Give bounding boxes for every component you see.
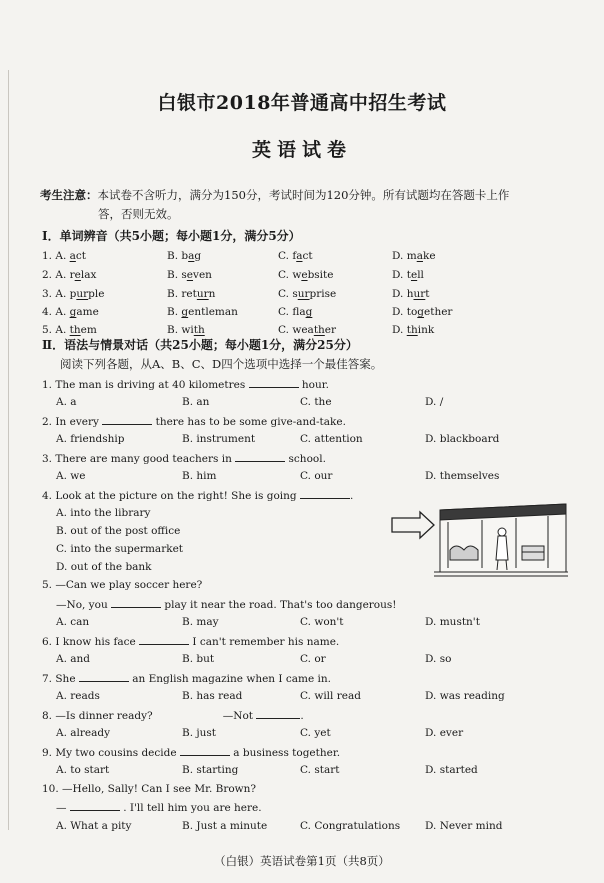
answer-option: A. into the library bbox=[56, 507, 151, 519]
option-letter: C. bbox=[278, 288, 293, 300]
word-suffix: ll bbox=[417, 269, 424, 281]
item-number: 2. bbox=[42, 269, 56, 281]
answer-options bbox=[56, 651, 576, 667]
answer-blank bbox=[79, 670, 129, 682]
answer-option: D. themselves bbox=[425, 470, 500, 482]
answer-option: C. Congratulations bbox=[300, 820, 401, 832]
stem-after: an English magazine when I came in. bbox=[132, 673, 331, 685]
word-option bbox=[278, 285, 336, 303]
underlined-letters: g bbox=[305, 306, 313, 318]
answer-blank bbox=[102, 413, 152, 425]
stem-before: —Is dinner ready? bbox=[55, 710, 153, 722]
underlined-letters: e bbox=[186, 269, 194, 281]
answer-option: C. start bbox=[300, 764, 340, 776]
word-suffix: t bbox=[425, 288, 430, 300]
option-letter: B. bbox=[167, 324, 182, 336]
section-2-instruction: 阅读下列各题，从A、B、C、D四个选项中选择一个最佳答案。 bbox=[60, 357, 383, 371]
question-number: 7. bbox=[42, 673, 56, 685]
underlined-letters: g bbox=[417, 306, 425, 318]
answer-option: D. so bbox=[425, 653, 452, 665]
word-option bbox=[42, 285, 104, 303]
stem-before: She bbox=[55, 673, 76, 685]
answer-option: A. friendship bbox=[56, 433, 125, 445]
answer-options bbox=[56, 468, 576, 484]
answer-option: B. instrument bbox=[182, 433, 256, 445]
question-number: 5. bbox=[42, 579, 56, 591]
word-prefix: f bbox=[292, 250, 297, 262]
option-letter: C. bbox=[278, 306, 293, 318]
underlined-letters: th bbox=[69, 324, 81, 336]
answer-option: B. him bbox=[182, 470, 217, 482]
word-prefix: b bbox=[181, 250, 189, 262]
word-option bbox=[167, 247, 201, 265]
question-stem bbox=[42, 707, 582, 724]
answer-options bbox=[56, 688, 576, 704]
underlined-letters: e bbox=[74, 269, 81, 281]
underlined-letters: th bbox=[193, 324, 205, 336]
question-stem bbox=[42, 376, 582, 393]
option-letter: D. bbox=[392, 324, 407, 336]
item-number: 3. bbox=[42, 288, 56, 300]
answer-option: B. an bbox=[182, 396, 210, 408]
answer-option: A. a bbox=[56, 396, 77, 408]
stem-after: I can't remember his name. bbox=[192, 636, 340, 648]
word-prefix: m bbox=[406, 250, 417, 262]
underlined-letters: ur bbox=[297, 288, 310, 300]
dialogue-line: —Can we play soccer here? bbox=[55, 579, 203, 591]
answer-options bbox=[56, 818, 576, 834]
pronunciation-row bbox=[42, 247, 572, 265]
underlined-letters: ur bbox=[196, 288, 209, 300]
word-suffix: prise bbox=[309, 288, 337, 300]
question-stem bbox=[42, 633, 582, 650]
word-prefix: wea bbox=[292, 324, 314, 336]
item-number: 1. bbox=[42, 250, 56, 262]
page-footer: （白银）英语试卷第1页（共8页） bbox=[214, 854, 390, 868]
question-number: 9. bbox=[42, 747, 56, 759]
pronunciation-row bbox=[42, 266, 572, 284]
word-option bbox=[42, 303, 99, 321]
word-option bbox=[42, 247, 86, 265]
option-letter: C. bbox=[278, 269, 293, 281]
word-option bbox=[42, 266, 96, 284]
word-prefix: fla bbox=[292, 306, 306, 318]
answer-option: D. out of the bank bbox=[56, 561, 152, 573]
option-letter: D. bbox=[392, 250, 407, 262]
question-stem bbox=[56, 799, 596, 816]
arrow-right-icon bbox=[392, 512, 434, 538]
word-suffix: er bbox=[324, 324, 337, 336]
word-option bbox=[278, 303, 312, 321]
answer-options bbox=[56, 614, 576, 630]
underlined-letters: a bbox=[416, 250, 423, 262]
word-suffix: g bbox=[194, 250, 202, 262]
answer-option: B. out of the post office bbox=[56, 525, 181, 537]
word-prefix: t bbox=[406, 269, 411, 281]
word-prefix: to bbox=[406, 306, 418, 318]
word-option bbox=[167, 303, 238, 321]
pronunciation-row bbox=[42, 303, 572, 321]
word-prefix: h bbox=[406, 288, 414, 300]
subject-title: 英语试卷 bbox=[251, 139, 352, 161]
word-option bbox=[392, 247, 436, 265]
stem-before: Look at the picture on the right! She is going bbox=[55, 490, 297, 502]
answer-blank bbox=[235, 450, 285, 462]
answer-option: A. to start bbox=[56, 764, 110, 776]
option-letter: B. bbox=[167, 269, 182, 281]
answer-option: D. ever bbox=[425, 727, 464, 739]
stem-before: In every bbox=[55, 416, 99, 428]
stem-before: — bbox=[56, 802, 67, 814]
answer-option: B. just bbox=[182, 727, 217, 739]
stem-after: hour. bbox=[301, 379, 329, 391]
word-suffix: lax bbox=[80, 269, 97, 281]
question-stem bbox=[42, 450, 582, 467]
option-letter: C. bbox=[278, 324, 293, 336]
word-prefix: ret bbox=[181, 288, 197, 300]
word-prefix: wi bbox=[181, 324, 194, 336]
answer-blank bbox=[256, 707, 300, 719]
word-suffix: ct bbox=[75, 250, 86, 262]
answer-option: B. may bbox=[182, 616, 219, 628]
stem-before: —No, you bbox=[56, 599, 108, 611]
option-letter: D. bbox=[392, 269, 407, 281]
option-letter: C. bbox=[278, 250, 293, 262]
word-prefix: s bbox=[181, 269, 187, 281]
option-letter: A. bbox=[55, 288, 70, 300]
option-letter: A. bbox=[55, 324, 70, 336]
option-letter: A. bbox=[55, 306, 70, 318]
underlined-letters: e bbox=[301, 269, 308, 281]
question-number: 6. bbox=[42, 636, 56, 648]
answer-blank bbox=[249, 376, 299, 388]
answer-option: B. starting bbox=[182, 764, 239, 776]
stem-before: My two cousins decide bbox=[55, 747, 177, 759]
word-suffix: n bbox=[208, 288, 216, 300]
underlined-letters: g bbox=[181, 306, 189, 318]
option-letter: D. bbox=[392, 288, 407, 300]
notice-line-2: 答，否则无效。 bbox=[98, 207, 179, 221]
answer-option: D. was reading bbox=[425, 690, 505, 702]
answer-blank bbox=[111, 596, 161, 608]
underlined-letters: a bbox=[296, 250, 303, 262]
word-prefix: p bbox=[69, 288, 77, 300]
word-prefix: w bbox=[292, 269, 302, 281]
underlined-letters: g bbox=[69, 306, 77, 318]
answer-option: C. the bbox=[300, 396, 332, 408]
word-suffix: ple bbox=[88, 288, 105, 300]
candidate-notice bbox=[40, 186, 585, 224]
underlined-letters: th bbox=[313, 324, 325, 336]
stem-middle: —Not bbox=[222, 710, 254, 722]
question-number: 2. bbox=[42, 416, 56, 428]
question-stem bbox=[42, 670, 582, 687]
word-option bbox=[167, 266, 212, 284]
question-stem bbox=[42, 744, 582, 761]
stem-after: . bbox=[349, 490, 354, 502]
stem-before: I know his face bbox=[55, 636, 136, 648]
word-suffix: em bbox=[80, 324, 97, 336]
answer-option: A. can bbox=[56, 616, 90, 628]
section-2-title: Ⅱ．语法与情景对话（共25小题；每小题1分，满分25分） bbox=[42, 338, 358, 352]
word-option bbox=[278, 266, 333, 284]
answer-option: B. has read bbox=[182, 690, 243, 702]
word-option bbox=[278, 247, 313, 265]
word-suffix: ct bbox=[302, 250, 313, 262]
word-suffix: ink bbox=[417, 324, 435, 336]
word-option bbox=[392, 303, 452, 321]
notice-label: 考生注意： bbox=[40, 188, 98, 202]
answer-option: A. reads bbox=[56, 690, 100, 702]
underlined-letters: a bbox=[69, 250, 76, 262]
stem-after: play it near the road. That's too dangerous! bbox=[164, 599, 397, 611]
answer-option: C. attention bbox=[300, 433, 363, 445]
answer-options bbox=[56, 725, 576, 741]
answer-blank bbox=[139, 633, 189, 645]
exam-title: 白银市2018年普通高中招生考试 bbox=[157, 92, 447, 114]
word-option bbox=[167, 285, 215, 303]
answer-option: C. will read bbox=[300, 690, 361, 702]
word-prefix: r bbox=[69, 269, 75, 281]
word-suffix: ven bbox=[193, 269, 212, 281]
option-letter: D. bbox=[392, 306, 407, 318]
word-suffix: ke bbox=[422, 250, 436, 262]
answer-options bbox=[56, 431, 576, 447]
answer-option: A. What a pity bbox=[56, 820, 132, 832]
underlined-letters: ur bbox=[76, 288, 89, 300]
storefront-illustration bbox=[390, 500, 570, 580]
answer-option: D. blackboard bbox=[425, 433, 500, 445]
answer-option: C. our bbox=[300, 470, 333, 482]
stem-after: school. bbox=[288, 453, 326, 465]
answer-option: B. Just a minute bbox=[182, 820, 268, 832]
underlined-letters: ur bbox=[413, 288, 426, 300]
stem-before: The man is driving at 40 kilometres bbox=[55, 379, 246, 391]
answer-option: D. Never mind bbox=[425, 820, 503, 832]
underlined-letters: e bbox=[410, 269, 418, 281]
word-suffix: ame bbox=[76, 306, 99, 318]
word-suffix: bsite bbox=[307, 269, 334, 281]
answer-option: A. already bbox=[56, 727, 111, 739]
answer-option: C. or bbox=[300, 653, 326, 665]
question-line-1 bbox=[42, 781, 582, 797]
answer-options bbox=[56, 394, 576, 410]
underlined-letters: a bbox=[188, 250, 195, 262]
underlined-letters: th bbox=[406, 324, 418, 336]
answer-option: C. won't bbox=[300, 616, 344, 628]
option-letter: B. bbox=[167, 288, 182, 300]
option-letter: A. bbox=[55, 269, 70, 281]
shop-building bbox=[434, 504, 568, 576]
question-number: 4. bbox=[42, 490, 56, 502]
answer-option: D. / bbox=[425, 396, 444, 408]
section-1-title: Ⅰ．单词辨音（共5小题；每小题1分，满分5分） bbox=[42, 229, 301, 243]
answer-option: C. yet bbox=[300, 727, 331, 739]
answer-blank bbox=[180, 744, 230, 756]
option-letter: A. bbox=[55, 250, 70, 262]
item-number: 4. bbox=[42, 306, 56, 318]
question-stem bbox=[42, 413, 582, 430]
stem-after: there has to be some give-and-take. bbox=[155, 416, 346, 428]
notice-line-1: 本试卷不含听力，满分为150分，考试时间为120分钟。所有试题均在答题卡上作 bbox=[97, 188, 510, 202]
word-suffix: ether bbox=[424, 306, 453, 318]
stem-after: a business together. bbox=[233, 747, 341, 759]
word-prefix: s bbox=[292, 288, 298, 300]
pronunciation-row bbox=[42, 285, 572, 303]
answer-option: A. we bbox=[56, 470, 86, 482]
question-stem bbox=[56, 596, 596, 613]
option-letter: B. bbox=[167, 306, 182, 318]
answer-options bbox=[56, 762, 576, 778]
question-number: 10. bbox=[42, 783, 63, 795]
answer-option: A. and bbox=[56, 653, 91, 665]
answer-option: D. started bbox=[425, 764, 478, 776]
answer-option: C. into the supermarket bbox=[56, 543, 184, 555]
page-fold-line bbox=[8, 70, 9, 830]
option-letter: B. bbox=[167, 250, 182, 262]
word-option bbox=[392, 321, 434, 339]
word-option bbox=[392, 285, 430, 303]
question-number: 8. bbox=[42, 710, 56, 722]
stem-after: . bbox=[300, 710, 304, 722]
question-number: 3. bbox=[42, 453, 56, 465]
stem-before: There are many good teachers in bbox=[55, 453, 232, 465]
answer-option: D. mustn't bbox=[425, 616, 480, 628]
dialogue-line: —Hello, Sally! Can I see Mr. Brown? bbox=[62, 783, 257, 795]
answer-option: B. but bbox=[182, 653, 215, 665]
item-number: 5. bbox=[42, 324, 56, 336]
stem-after: . I'll tell him you are here. bbox=[123, 802, 262, 814]
answer-blank bbox=[300, 487, 350, 499]
word-suffix: entleman bbox=[188, 306, 238, 318]
question-number: 1. bbox=[42, 379, 56, 391]
word-option bbox=[392, 266, 424, 284]
answer-blank bbox=[70, 799, 120, 811]
